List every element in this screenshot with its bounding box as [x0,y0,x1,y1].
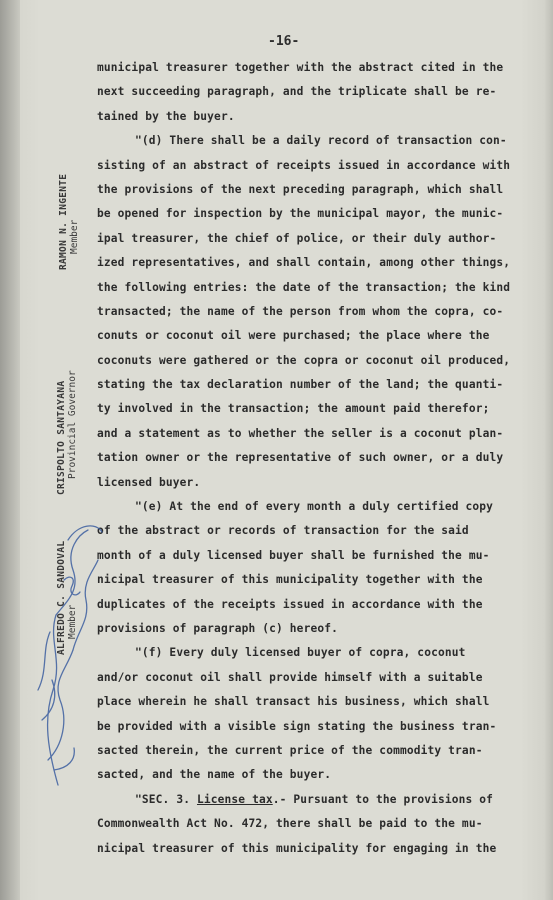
text-line: "(e) At the end of every month a duly certified copy [135,500,494,514]
section-3-line [97,788,537,812]
text-line: "(d) There shall be a daily record of transaction con- [135,134,507,148]
text-line: ty involved in the transaction; the amount paid therefor; [97,402,490,416]
member-1-name: RAMON N. INGENTE [58,173,69,270]
section-3-heading: License tax [196,792,273,806]
text-line: licensed buyer. [97,475,201,489]
text-line: ized representatives, and shall contain, among other things, [97,256,511,270]
text-line: stating the tax declaration number of the land; the quanti- [97,378,504,392]
text-line: nicipal treasurer of this municipality together with the [97,573,483,587]
text-line: the following entries: the date of the transaction; the kind [97,280,511,294]
text-line: place wherein he shall transact his business, which shall [97,695,490,709]
page-number: -16- [268,34,300,49]
handwritten-signature-icon [18,520,108,790]
text-line: next succeeding paragraph, and the triplicate shall be re- [97,85,497,99]
text-line: nicipal treasurer of this municipality for engaging in the [97,841,497,855]
section-3-rest: .- Pursuant to the provisions of [272,792,494,806]
text-line: and/or coconut oil shall provide himself with a suitable [97,670,483,684]
body-text [97,56,537,861]
text-line: conuts or coconut oil were purchased; the place where the [97,329,490,343]
text-line: sacted, and the name of the buyer. [97,768,332,782]
text-line: sacted therein, the current price of the commodity tran- [97,743,483,757]
member-2-name: ALFREDO C. SANDOVAL [56,540,67,655]
page-edge [545,0,553,900]
text-line: duplicates of the receipts issued in accordance with the [97,597,483,611]
text-line: tained by the buyer. [97,109,235,123]
text-line: sisting of an abstract of receipts issued in accordance with [97,158,511,172]
text-line: and a statement as to whether the seller is a coconut plan- [97,426,504,440]
text-line: coconuts were gathered or the copra or coconut oil produced, [97,353,511,367]
governor-name: CRISPOLTO SANTAYANA [56,380,67,495]
text-line: month of a duly licensed buyer shall be furnished the mu- [97,548,490,562]
text-line: the provisions of the next preceding paragraph, which shall [97,182,504,196]
member-1-title: Member [69,219,80,254]
margin-member-1 [58,174,80,270]
member-2-title: Member [67,604,78,639]
binding-spine [0,0,20,900]
text-line: be opened for inspection by the municipal mayor, the munic- [97,207,504,221]
text-line: ipal treasurer, the chief of police, or their duly author- [97,231,497,245]
text-line: transacted; the name of the person from whom the copra, co- [97,304,504,318]
text-line: of the abstract or records of transaction for the said [97,524,469,538]
text-line: municipal treasurer together with the abstract cited in the [97,61,504,74]
text-line: Commonwealth Act No. 472, there shall be paid to the mu- [97,817,483,831]
section-3-prefix: "SEC. 3. [135,792,197,806]
margin-governor [56,370,78,495]
text-line: "(f) Every duly licensed buyer of copra, coconut [135,646,466,660]
text-line: tation owner or the representative of such owner, or a duly [97,451,504,465]
text-line: provisions of paragraph (c) hereof. [97,621,338,635]
text-line: be provided with a visible sign stating the business tran- [97,719,497,733]
governor-title: Provincial Governor [67,370,78,479]
